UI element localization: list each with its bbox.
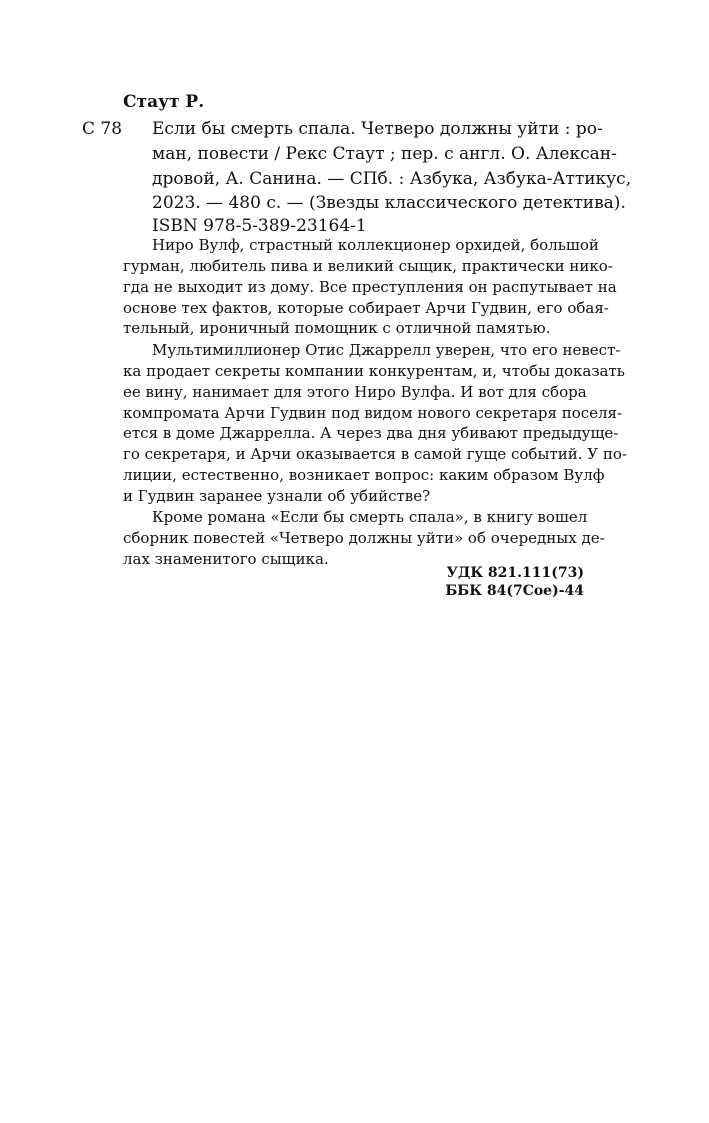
annotation-line: тельный, ироничный помощник с отличной памятью. [123, 319, 551, 337]
annotation-line: и Гудвин заранее узнали об убийстве? [123, 487, 431, 505]
annotation-line: сборник повестей «Четверо должны уйти» об очередных де- [123, 529, 605, 547]
annotation-line: компромата Арчи Гудвин под видом нового секретаря поселя- [123, 404, 623, 422]
annotation-line: гда не выходит из дому. Все преступления он распутывает на [123, 278, 617, 296]
annotation-line: ка продает секреты компании конкурентам, и, чтобы доказать [123, 362, 625, 380]
bbk-code: ББК 84(7Сое)-44 [445, 583, 584, 599]
biblio-line: Если бы смерть спала. Четверо должны уйти : ро- [152, 119, 603, 139]
annotation-line: ее вину, нанимает для этого Ниро Вулфа. И вот для сбора [123, 383, 587, 401]
author-heading: Стаут Р. [123, 92, 205, 112]
annotation-line: основе тех фактов, которые собирает Арчи Гудвин, его обая- [123, 299, 609, 317]
annotation-line: ется в доме Джаррелла. А через два дня убивают предыдуще- [123, 424, 619, 442]
annotation-line: Кроме романа «Если бы смерть спала», в книгу вошел [152, 508, 588, 526]
udk-code: УДК 821.111(73) [446, 565, 584, 581]
annotation-line: лиции, естественно, возникает вопрос: каким образом Вулф [123, 466, 605, 484]
biblio-line: дровой, А. Санина. — СПб. : Азбука, Азбука-Аттикус, [152, 169, 632, 189]
annotation-line: лах знаменитого сыщика. [123, 550, 329, 568]
biblio-line: 2023. — 480 с. — (Звезды классического детектива). [152, 193, 626, 213]
annotation-line: гурман, любитель пива и великий сыщик, практически нико- [123, 257, 613, 275]
annotation-line: го секретаря, и Арчи оказывается в самой гуще событий. У по- [123, 445, 627, 463]
isbn: ISBN 978-5-389-23164-1 [152, 216, 367, 236]
biblio-line: ман, повести / Рекс Стаут ; пер. с англ. О. Алексан- [152, 144, 617, 164]
annotation-line: Мультимиллионер Отис Джаррелл уверен, что его невест- [152, 341, 621, 359]
annotation-line: Ниро Вулф, страстный коллекционер орхидей, большой [152, 236, 599, 254]
author-code: С 78 [82, 119, 123, 139]
